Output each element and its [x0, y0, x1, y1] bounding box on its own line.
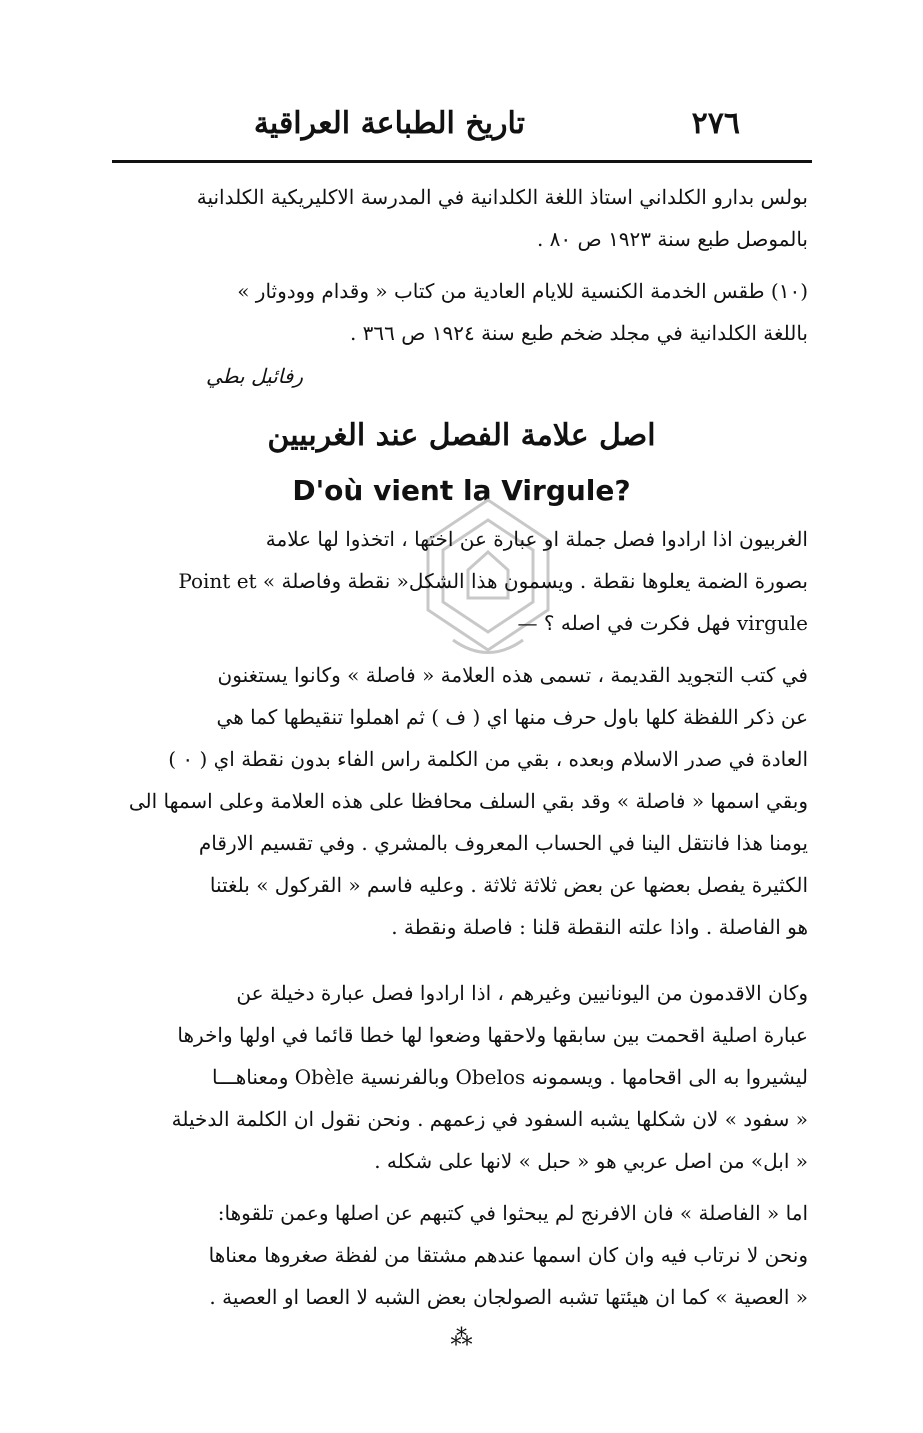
paragraph-line: عن ذكر اللفظة كلها باول حرف منها اي ( ف ) ثم اهملوا تنقيطها كما هي [216, 705, 808, 729]
paragraph-4 [118, 1192, 808, 1318]
paragraph-line: ونحن لا نرتاب فيه وان كان اسمها عندهم مشتقا من لفظة صغروها معناها [208, 1243, 808, 1267]
footnote-line: (١٠) طقس الخدمة الكنسية للايام العادية من كتاب « وقدام وودوثار » [237, 279, 808, 303]
author-signature: رفائيل بطي [205, 364, 303, 388]
paragraph-line: بصورة الضمة يعلوها نقطة . ويسمون هذا الشكل« نقطة وفاصلة » Point et [178, 569, 808, 593]
paragraph-line: virgule فهل فكرت في اصله ؟ — [517, 611, 808, 635]
section-title: اصل علامة الفصل عند الغربيين [267, 418, 656, 453]
paragraph-line: وبقي اسمها « فاصلة » وقد بقي السلف محافظا على هذه العلامة وعلى اسمها الى [128, 789, 808, 813]
paragraph-1 [118, 518, 808, 644]
section-subtitle: D'où vient la Virgule? [292, 474, 631, 507]
paragraph-2 [118, 654, 808, 948]
footnote-block [118, 176, 808, 354]
footnote-line: باللغة الكلدانية في مجلد ضخم طبع سنة ١٩٢٤ ص ٣٦٦ . [349, 321, 808, 345]
paragraph-line: عبارة اصلية اقحمت بين سابقها ولاحقها وضعوا لها خطا قائما في اولها واخرها [177, 1023, 808, 1047]
header-rule [112, 160, 812, 163]
paragraph-line: « العصية » كما ان هيئتها تشبه الصولجان بعض الشبه لا العصا او العصية . [209, 1285, 808, 1309]
page-header [120, 102, 740, 152]
paragraph-line: « سفود » لان شكلها يشبه السفود في زعمهم . ونحن نقول ان الكلمة الدخيلة [171, 1107, 808, 1131]
footnote-line: بالموصل طبع سنة ١٩٢٣ ص ٨٠ . [536, 227, 808, 251]
paragraph-line: ليشيروا به الى اقحامها . ويسمونه Obelos وبالفرنسية Obèle ومعناهـــا [212, 1065, 808, 1089]
running-title: تاريخ الطباعة العراقية [253, 106, 525, 141]
paragraph-line: « ابل» من اصل عربي هو « حبل » لانها على شكله . [374, 1149, 808, 1173]
paragraph-line: يومنا هذا فانتقل الينا في الحساب المعروف بالمشري . وفي تقسيم الارقام [198, 831, 808, 855]
paragraph-line: في كتب التجويد القديمة ، تسمى هذه العلامة « فاصلة » وكانوا يستغنون [217, 663, 808, 687]
page-number: ٢٧٦ [691, 106, 740, 141]
paragraph-3 [118, 972, 808, 1182]
paragraph-line: وكان الاقدمون من اليونانيين وغيرهم ، اذا ارادوا فصل عبارة دخيلة عن [236, 981, 808, 1005]
closing-ornament: ⁂ [450, 1326, 473, 1351]
footnote-line: بولس بدارو الكلداني استاذ اللغة الكلدانية في المدرسة الاكليريكية الكلدانية [196, 185, 808, 209]
paragraph-line: الكثيرة يفصل بعضها عن بعض ثلاثة ثلاثة . وعليه فاسم « القركول » بلغتنا [209, 873, 808, 897]
paragraph-line: هو الفاصلة . واذا علته النقطة قلنا : فاصلة ونقطة . [391, 915, 808, 939]
paragraph-line: الغربيون اذا ارادوا فصل جملة او عبارة عن اختها ، اتخذوا لها علامة [265, 527, 808, 551]
paragraph-line: العادة في صدر الاسلام وبعده ، بقي من الكلمة راس الفاء بدون نقطة اي ( ٠ ) [168, 747, 808, 771]
paragraph-line: اما « الفاصلة » فان الافرنج لم يبحثوا في كتبهم عن اصلها وعمن تلقوها: [217, 1201, 808, 1225]
